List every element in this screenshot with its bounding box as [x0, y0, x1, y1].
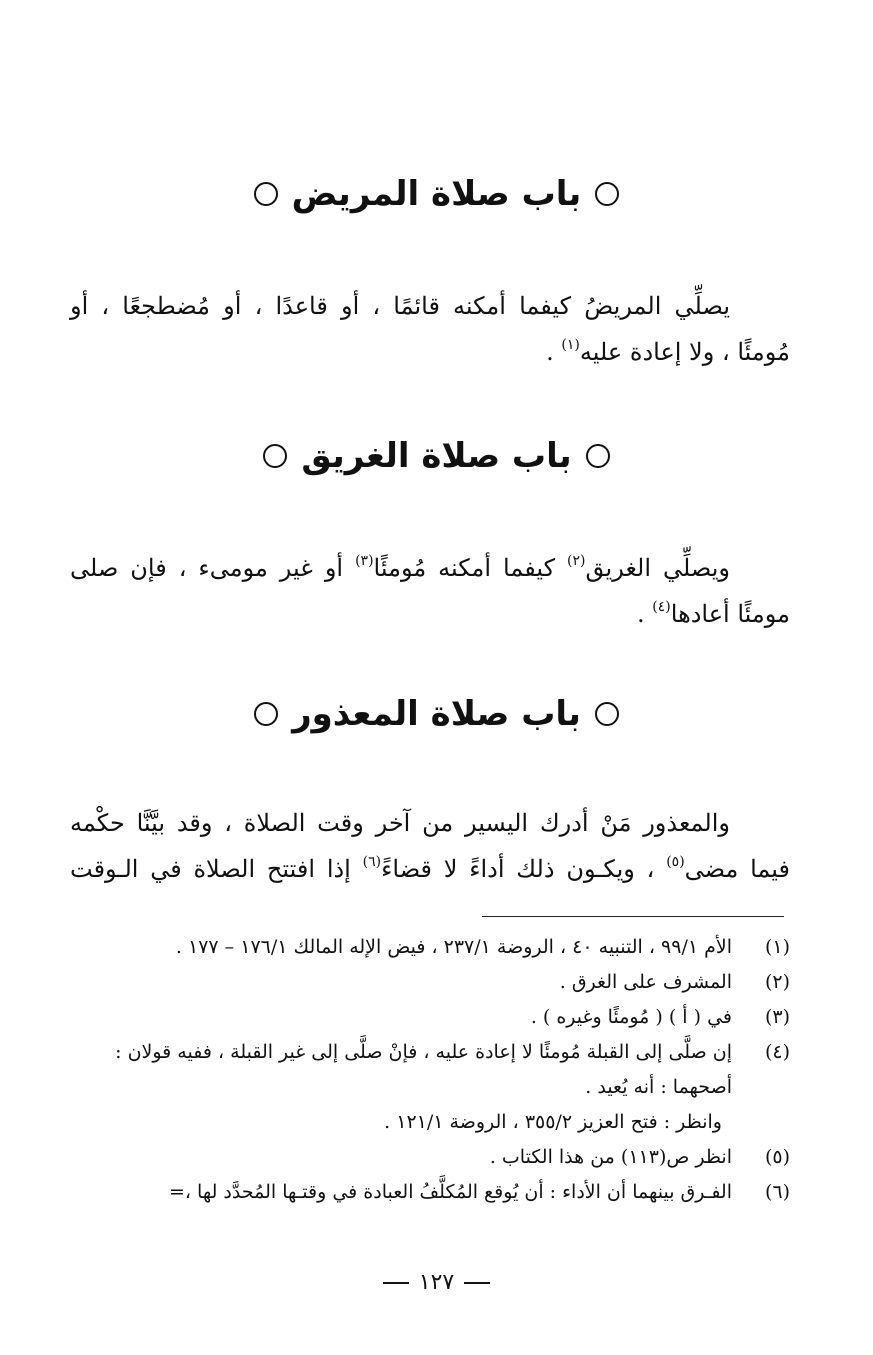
- footnote-ref: (٢): [567, 553, 586, 569]
- page-number: [0, 1270, 873, 1295]
- footnote-text: انظر ص(١١٣) من هذا الكتاب .: [489, 1146, 732, 1168]
- paragraph-line: [70, 545, 790, 591]
- footnote-item: [70, 1105, 790, 1140]
- paragraph-line: [70, 329, 790, 375]
- circle-ornament-icon: [586, 444, 610, 468]
- footnote-text: الأم ٩٩/١ ، التنبيه ٤٠ ، الروضة ٢٣٧/١ ، فيض الإله المالك ١٧٦/١ – ١٧٧ .: [175, 936, 732, 958]
- footnote-ref: (١): [561, 337, 580, 353]
- circle-ornament-icon: [595, 702, 619, 726]
- paragraph-text: كيفما أمكنه مُومئًا: [373, 554, 568, 582]
- paragraph-drowning-prayer: [70, 545, 790, 637]
- footnote-separator: [482, 916, 784, 917]
- paragraph-line: يصلِّي المريضُ كيفما أمكنه قائمًا ، أو قاعدًا ، أو مُضطجعًا ، أو: [70, 292, 730, 320]
- circle-ornament-icon: [254, 702, 278, 726]
- footnote-number: (٤): [764, 1041, 790, 1063]
- footnote-number: (٦): [764, 1181, 790, 1203]
- footnote-text: المشرف على الغرق .: [559, 971, 732, 993]
- section-heading-excused-prayer: [0, 690, 873, 736]
- paragraph-text: فيما مضى: [684, 855, 791, 883]
- footnote-body: [70, 1035, 732, 1105]
- footnote-ref: (٦): [362, 854, 382, 870]
- footnote-text: الفـرق بينهما أن الأداء : أن يُوقع المُكلَّفُ العبادة في وقتـها المُحدَّد لها ،=: [168, 1181, 732, 1203]
- footnote-item: [70, 965, 790, 1000]
- sentence-end: .: [546, 338, 562, 366]
- circle-ornament-icon: [263, 444, 287, 468]
- paragraph-text: أو غير مومىء ، فإن صلى: [70, 554, 356, 582]
- footnote-ref: (٣): [355, 553, 374, 569]
- footnote-item: [70, 930, 790, 965]
- paragraph-line: [70, 591, 790, 637]
- dash-ornament: [383, 1282, 409, 1284]
- heading-title: باب صلاة المعذور: [292, 693, 581, 734]
- footnote-item: [70, 1000, 790, 1035]
- section-heading-drowning-prayer: [0, 432, 873, 478]
- dash-ornament: [464, 1282, 490, 1284]
- heading-title: باب صلاة المريض: [291, 173, 582, 214]
- footnote-number: (٣): [764, 1006, 790, 1028]
- paragraph-text: مومئًا أعادها: [670, 600, 790, 628]
- paragraph-text: ويصلِّي الغريق: [585, 554, 731, 582]
- paragraph-text: إذا افتتح الصلاة في الـوقت: [70, 855, 363, 883]
- footnote-text: وانظر : فتح العزيز ٣٥٥/٢ ، الروضة ١٢١/١ .: [384, 1111, 722, 1133]
- sentence-end: .: [637, 600, 653, 628]
- footnotes: [70, 930, 790, 1210]
- footnote-text: في ( أ ) ( مُومئًا وغيره ) .: [530, 1006, 732, 1028]
- footnote-number: [732, 1105, 790, 1140]
- footnote-ref: (٥): [666, 854, 685, 870]
- circle-ornament-icon: [595, 182, 619, 206]
- page-number-text: ١٢٧: [418, 1270, 455, 1295]
- paragraph-text: مُومئًا ، ولا إعادة عليه: [579, 338, 790, 366]
- footnote-item: [70, 1035, 790, 1105]
- paragraph-sick-prayer: [70, 283, 790, 375]
- footnote-text: إن صلَّى إلى القبلة مُومئًا لا إعادة عليه ، فإنْ صلَّى إلى غير القبلة ، ففيه قولان :: [115, 1041, 732, 1063]
- footnote-item: [70, 1175, 790, 1210]
- footnote-number: (٥): [764, 1146, 790, 1168]
- footnote-text-continued: أصحهما : أنه يُعيد .: [585, 1076, 732, 1098]
- section-heading-sick-prayer: [0, 170, 873, 216]
- paragraph-line: [70, 846, 790, 892]
- footnote-item: [70, 1140, 790, 1175]
- heading-title: باب صلاة الغريق: [301, 435, 572, 476]
- footnote-number: (٢): [764, 971, 790, 993]
- paragraph-excused-prayer: [70, 800, 790, 892]
- paragraph-line: والمعذور مَنْ أدرك اليسير من آخر وقت الصلاة ، وقد بيَّنَّا حكْمه: [70, 809, 730, 837]
- circle-ornament-icon: [254, 182, 278, 206]
- footnote-ref: (٤): [652, 599, 671, 615]
- footnote-number: (١): [764, 936, 790, 958]
- paragraph-text: ، ويكـون ذلك أداءً لا قضاءً: [381, 855, 667, 883]
